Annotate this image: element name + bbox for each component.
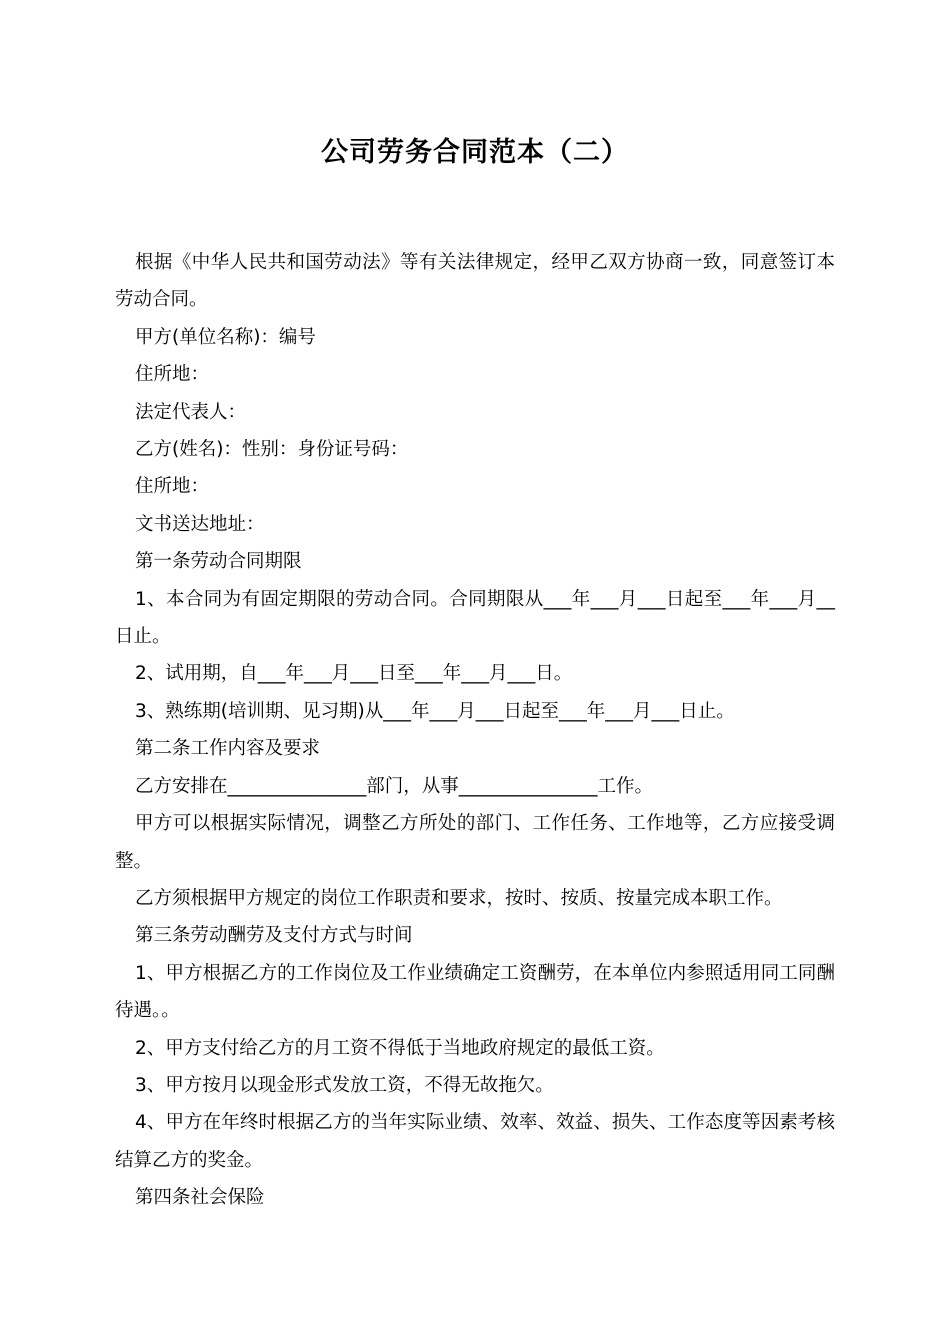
paragraph-pay-1: 1、甲方根据乙方的工作岗位及工作业绩确定工资酬劳，在本单位内参照适用同工同酬待遇。。: [115, 962, 835, 1022]
paragraph-party-a: 甲方(单位名称)：编号: [135, 326, 316, 348]
document-body: [115, 244, 835, 1217]
paragraph-term-2: 2、试用期，自___年___月___日至___年___月___日。: [135, 663, 573, 685]
paragraph-pay-4: 4、甲方在年终时根据乙方的当年实际业绩、效率、效益、损失、工作态度等因素考核结算乙方的奖金。: [115, 1112, 835, 1171]
section-heading-1: 第一条劳动合同期限: [135, 551, 302, 573]
document-title: 公司劳务合同范本（二）: [321, 137, 629, 168]
paragraph-party-a-address: 住所地：: [135, 364, 210, 386]
paragraph-pay-2: 2、甲方支付给乙方的月工资不得低于当地政府规定的最低工资。: [135, 1037, 665, 1059]
paragraph-delivery-address: 文书送达地址：: [135, 513, 265, 535]
paragraph-intro: 根据《中华人民共和国劳动法》等有关法律规定，经甲乙双方协商一致，同意签订本劳动合同。: [115, 252, 835, 311]
paragraph-work-3: 乙方须根据甲方规定的岗位工作职责和要求，按时、按质、按量完成本职工作。: [135, 887, 783, 909]
paragraph-pay-3: 3、甲方按月以现金形式发放工资，不得无故拖欠。: [135, 1074, 554, 1096]
section-heading-3: 第三条劳动酬劳及支付方式与时间: [135, 925, 413, 947]
paragraph-party-b-address: 住所地：: [135, 476, 210, 498]
paragraph-legal-rep: 法定代表人：: [135, 401, 247, 423]
paragraph-party-b: 乙方(姓名)：性别：身份证号码：: [135, 439, 409, 461]
section-heading-2: 第二条工作内容及要求: [135, 738, 321, 760]
paragraph-term-1: 1、本合同为有固定期限的劳动合同。合同期限从___年___月___日起至___年___月__日止。: [115, 588, 835, 648]
paragraph-work-2: 甲方可以根据实际情况，调整乙方所处的部门、工作任务、工作地等，乙方应接受调整。: [115, 813, 835, 872]
section-heading-4: 第四条社会保险: [135, 1187, 265, 1209]
paragraph-work-1: 乙方安排在_______________部门，从事_______________工作。: [135, 775, 654, 797]
paragraph-term-3: 3、熟练期(培训期、见习期)从___年___月___日起至___年___月___日止。: [135, 700, 735, 722]
